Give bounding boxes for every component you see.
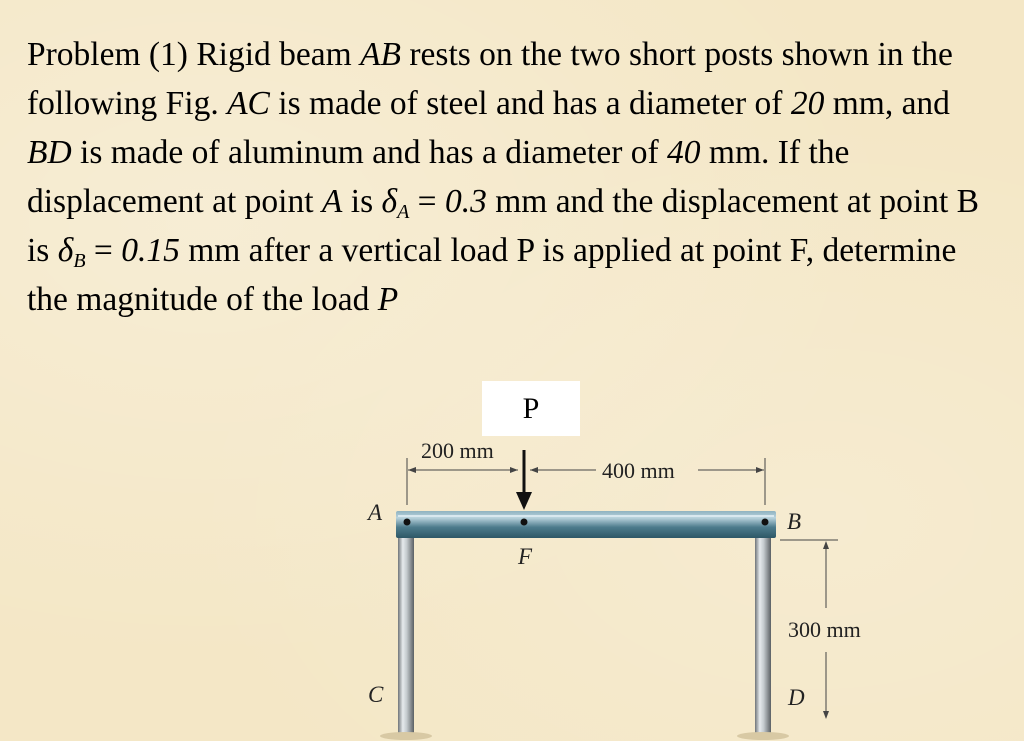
problem-text-7: mm and the displacement at point B is bbox=[27, 183, 979, 269]
dimension-label-af: 200 mm bbox=[421, 438, 494, 463]
dimension-arrow-bottom bbox=[823, 711, 829, 719]
delta-b-subscript: B bbox=[73, 250, 86, 272]
dimension-arrow-b bbox=[756, 467, 764, 473]
problem-text-5: mm. If the displacement at point bbox=[27, 134, 850, 220]
point-f-dot bbox=[521, 519, 528, 526]
diameter-bd-value: 40 bbox=[667, 134, 701, 171]
displacement-a-value: 0.3 bbox=[444, 183, 487, 220]
displacement-b-value: 0.15 bbox=[121, 232, 180, 269]
load-arrow-head bbox=[516, 492, 532, 510]
post-ac-base-shadow bbox=[380, 732, 432, 740]
problem-text-4: is made of aluminum and has a diameter of bbox=[71, 134, 668, 171]
problem-text-8: mm after a vertical load P is applied at point F, determine the magnitude of the load bbox=[27, 232, 957, 318]
equals-sign-b: = bbox=[85, 232, 122, 269]
dimension-arrow-f-left bbox=[510, 467, 518, 473]
dimension-arrow-f-right bbox=[530, 467, 538, 473]
delta-b-symbol: δ bbox=[57, 232, 74, 269]
label-b: B bbox=[787, 509, 802, 534]
diameter-ac-value: 20 bbox=[790, 85, 825, 122]
rod-bd-label: BD bbox=[27, 134, 72, 171]
label-f: F bbox=[518, 544, 533, 569]
load-label: P bbox=[522, 391, 540, 425]
delta-a-symbol: δ bbox=[381, 183, 398, 220]
dimension-label-height: 300 mm bbox=[788, 617, 861, 642]
problem-text-1: rests on the two short posts shown in the following Fig. bbox=[27, 36, 953, 122]
equals-sign-a: = bbox=[409, 183, 445, 220]
post-bd bbox=[755, 536, 771, 736]
post-bd-base-shadow bbox=[737, 732, 789, 740]
point-a-label: A bbox=[321, 183, 343, 220]
dimension-label-fb: 400 mm bbox=[602, 458, 675, 483]
beam-label: AB bbox=[360, 36, 402, 73]
rod-ac-label: AC bbox=[227, 85, 270, 122]
post-ac bbox=[398, 536, 414, 736]
load-symbol: P bbox=[377, 281, 399, 318]
delta-a-subscript: A bbox=[397, 201, 410, 223]
dimension-arrow-top bbox=[823, 541, 829, 549]
label-a: A bbox=[368, 500, 383, 525]
point-b-dot bbox=[762, 519, 769, 526]
problem-text-3: mm, and bbox=[824, 85, 950, 122]
problem-text-6: is bbox=[342, 183, 382, 220]
problem-text-2: is made of steel and has a diameter of bbox=[269, 85, 791, 122]
point-a-dot bbox=[404, 519, 411, 526]
dimension-arrow-a bbox=[408, 467, 416, 473]
label-c: C bbox=[368, 682, 384, 707]
label-d: D bbox=[788, 685, 805, 710]
problem-intro: Problem (1) Rigid beam bbox=[27, 36, 361, 73]
